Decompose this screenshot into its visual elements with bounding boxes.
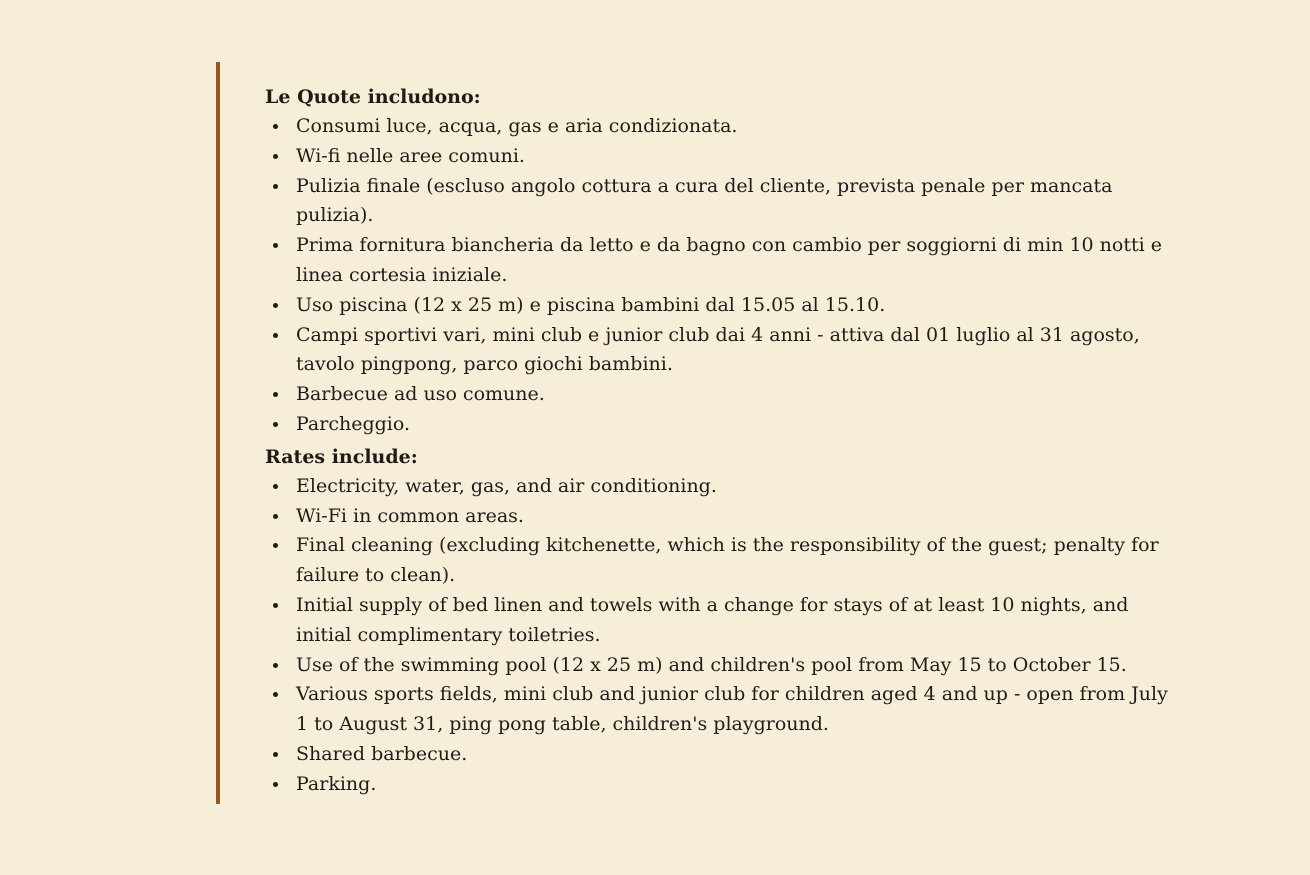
bullet-icon xyxy=(273,603,278,608)
item-text: Pulizia finale (escluso angolo cottura a cura del cliente, prevista penale per mancata pulizia). xyxy=(296,174,1113,227)
list-item xyxy=(265,651,1176,681)
list-item xyxy=(265,321,1176,381)
item-list-italian xyxy=(265,112,1176,440)
item-text: Use of the swimming pool (12 x 25 m) and children's pool from May 15 to October 15. xyxy=(296,653,1127,676)
list-item xyxy=(265,740,1176,770)
rates-quote-block xyxy=(216,62,1176,804)
list-item xyxy=(265,291,1176,321)
list-item xyxy=(265,770,1176,800)
item-list-english xyxy=(265,472,1176,800)
item-text: Initial supply of bed linen and towels with a change for stays of at least 10 nights, and initial complimentary toiletries. xyxy=(296,593,1129,646)
item-text: Wi-fi nelle aree comuni. xyxy=(296,144,525,167)
bullet-icon xyxy=(273,243,278,248)
list-item xyxy=(265,502,1176,532)
item-text: Parking. xyxy=(296,772,377,795)
section-english xyxy=(265,442,1176,800)
item-text: Wi-Fi in common areas. xyxy=(296,504,524,527)
item-text: Uso piscina (12 x 25 m) e piscina bambini dal 15.05 al 15.10. xyxy=(296,293,886,316)
bullet-icon xyxy=(273,392,278,397)
section-heading-english: Rates include: xyxy=(265,445,418,468)
bullet-icon xyxy=(273,663,278,668)
item-text: Consumi luce, acqua, gas e aria condizionata. xyxy=(296,115,738,137)
bullet-icon xyxy=(273,124,278,129)
bullet-icon xyxy=(273,422,278,427)
list-item xyxy=(265,531,1176,591)
bullet-icon xyxy=(273,184,278,189)
list-item xyxy=(265,591,1176,651)
bullet-icon xyxy=(273,154,278,159)
list-item xyxy=(265,112,1176,142)
bullet-icon xyxy=(273,514,278,519)
item-text: Parcheggio. xyxy=(296,412,411,435)
list-item xyxy=(265,680,1176,740)
section-heading-italian: Le Quote includono: xyxy=(265,86,481,108)
item-text: Prima fornitura biancheria da letto e da bagno con cambio per soggiorni di min 10 notti e linea cortesia iniziale. xyxy=(296,234,1162,286)
list-item xyxy=(265,142,1176,172)
item-text: Shared barbecue. xyxy=(296,742,468,765)
list-item xyxy=(265,380,1176,410)
item-text: Various sports fields, mini club and junior club for children aged 4 and up - open from July 1 to August 31, ping pong table, children's playground. xyxy=(296,683,1168,736)
item-text: Final cleaning (excluding kitchenette, which is the responsibility of the guest; penalty for failure to clean). xyxy=(296,534,1159,587)
bullet-icon xyxy=(273,333,278,338)
bullet-icon xyxy=(273,303,278,308)
bullet-icon xyxy=(273,782,278,787)
list-item xyxy=(265,472,1176,502)
section-italian xyxy=(265,82,1176,440)
bullet-icon xyxy=(273,692,278,697)
item-text: Barbecue ad uso comune. xyxy=(296,383,545,406)
list-item xyxy=(265,172,1176,232)
bullet-icon xyxy=(273,752,278,757)
list-item xyxy=(265,410,1176,440)
item-text: Electricity, water, gas, and air conditioning. xyxy=(296,474,717,497)
bullet-icon xyxy=(273,484,278,489)
bullet-icon xyxy=(273,543,278,548)
list-item xyxy=(265,231,1176,291)
item-text: Campi sportivi vari, mini club e junior club dai 4 anni - attiva dal 01 luglio al 31 agosto, tavolo pingpong, parco giochi bambini. xyxy=(296,323,1140,376)
